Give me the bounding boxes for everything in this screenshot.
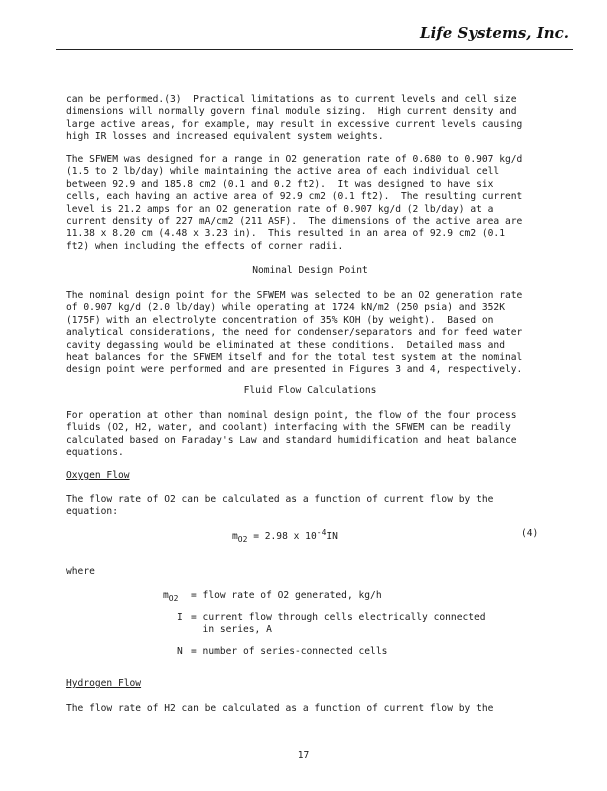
paragraph-2	[66, 154, 554, 253]
paragraph-1	[66, 94, 554, 144]
text-line: The flow rate of O2 can be calculated as a function of current flow by the	[66, 494, 494, 505]
equation-subscript: O2	[237, 535, 248, 545]
paragraph-4	[66, 410, 554, 460]
section-heading: Nominal Design Point	[252, 265, 368, 276]
equation-lhs: m	[232, 531, 238, 543]
text-line: analytical considerations, the need for condenser/separators and for feed water	[66, 327, 523, 339]
text-line: equation:	[66, 506, 118, 518]
definition-symbol: N	[177, 646, 183, 657]
equation-exponent: -4	[316, 528, 327, 537]
paragraph-6	[66, 703, 554, 715]
equation-tail: IN	[326, 531, 338, 543]
text-line: ft2) when including the effects of corner radii.	[66, 240, 344, 252]
text-line: For operation at other than nominal design point, the flow of the four process	[66, 410, 517, 421]
text-line: equations.	[66, 447, 124, 459]
text-line: cells, each having an active area of 92.9 cm2 (0.1 ft2). The resulting current	[66, 191, 523, 203]
equation-rhs: = 2.98 x 10	[253, 531, 317, 543]
text-line: fluids (O2, H2, water, and coolant) interfacing with the SFWEM can be readily	[66, 422, 511, 434]
text-line: The flow rate of H2 can be calculated as a function of current flow by the	[66, 703, 494, 714]
header-rule	[56, 49, 573, 50]
text-line: between 92.9 and 185.8 cm2 (0.1 and 0.2 ft2). It was designed to have six	[66, 178, 494, 190]
company-logo: Life Systems, Inc.	[420, 24, 569, 42]
text-line: The SFWEM was designed for a range in O2 generation rate of 0.680 to 0.907 kg/d	[66, 154, 523, 165]
equation-number: (4)	[521, 528, 539, 539]
text-line: can be performed.(3) Practical limitations as to current levels and cell size	[66, 94, 517, 105]
text-line: 11.38 x 8.20 cm (4.48 x 3.23 in). This resulted in an area of 92.9 cm2 (0.1	[66, 228, 505, 240]
equation-4	[232, 528, 338, 544]
subheading-oxygen-flow: Oxygen Flow	[66, 470, 130, 481]
text-line: design point were performed and are presented in Figures 3 and 4, respectively.	[66, 364, 523, 376]
text-line: (175F) with an electrolyte concentration of 35% KOH (by weight). Based on	[66, 314, 494, 326]
definition-text: = current flow through cells electrically connected	[191, 612, 486, 623]
page-number: 17	[297, 750, 310, 761]
paragraph-3	[66, 290, 554, 377]
definition-text: = number of series-connected cells	[191, 646, 388, 657]
section-heading: Fluid Flow Calculations	[243, 385, 377, 396]
paragraph-5	[66, 494, 554, 519]
text-line: dimensions will normally govern final module sizing. High current density and	[66, 106, 517, 118]
definition-symbol: $m_{O2}$	[163, 590, 179, 603]
text-line: current density of 227 mA/cm2 (211 ASF). The dimensions of the active area are	[66, 216, 523, 228]
subheading-hydrogen-flow: Hydrogen Flow	[66, 678, 142, 689]
text-line: The nominal design point for the SFWEM was selected to be an O2 generation rate	[66, 290, 523, 301]
definition-text: in series, A	[191, 624, 272, 635]
text-line: large active areas, for example, may result in excessive current levels causing	[66, 118, 523, 130]
text-line: heat balances for the SFWEM itself and for the total test system at the nominal	[66, 352, 523, 364]
text-line: (1.5 to 2 lb/day) while maintaining the active area of each individual cell	[66, 166, 500, 178]
definition-symbol: I	[177, 612, 183, 623]
text-line: high IR losses and increased equivalent system weights.	[66, 131, 384, 143]
where-label: where	[66, 566, 95, 577]
text-line: of 0.907 kg/d (2.0 lb/day) while operating at 1724 kN/m2 (250 psia) and 352K	[66, 302, 505, 314]
text-line: cavity degassing would be eliminated at these conditions. Detailed mass and	[66, 339, 505, 351]
text-line: level is 21.2 amps for an O2 generation rate of 0.907 kg/d (2 lb/day) at a	[66, 203, 494, 215]
text-line: calculated based on Faraday's Law and standard humidification and heat balance	[66, 434, 517, 446]
definition-text: = flow rate of O2 generated, kg/h	[191, 590, 382, 601]
